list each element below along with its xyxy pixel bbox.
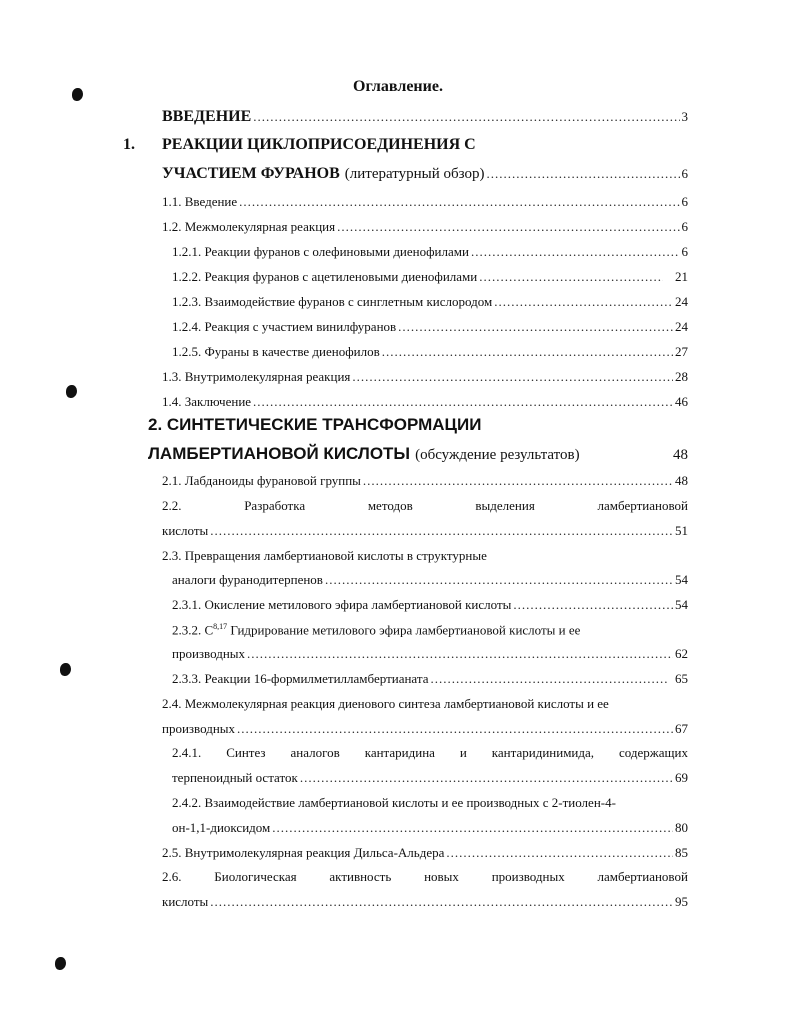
toc-entry-2-4-1[interactable] — [172, 745, 688, 761]
entry-text: 2.5. Внутримолекулярная реакция Дильса-Альдера — [162, 845, 445, 860]
leader-dots — [337, 219, 679, 235]
leader-dots — [513, 597, 673, 613]
entry-text: 1.2.3. Взаимодействие фуранов с синглетным кислородом — [172, 294, 493, 309]
leader-dots — [210, 894, 673, 910]
leader-dots — [253, 109, 679, 125]
entry-word: содержащих — [618, 745, 688, 760]
page-number: 65 — [675, 671, 688, 686]
entry-text: 2.4. Межмолекулярная реакция диенового синтеза ламбертиановой кислоты и ее — [162, 696, 609, 711]
entry-text: 2.1. Лабданоиды фурановой группы — [162, 473, 361, 488]
entry-word: активность — [329, 869, 392, 884]
entry-text: 1.1. Введение — [162, 194, 238, 209]
leader-dots — [446, 845, 673, 861]
leader-dots — [430, 671, 667, 687]
entry-word: Синтез — [226, 745, 266, 760]
leader-dots — [300, 770, 673, 786]
entry-text: аналоги фуранодитерпенов — [172, 572, 323, 587]
leader-dots — [352, 369, 673, 385]
entry-text: кислоты — [162, 894, 209, 909]
entry-text: 1.3. Внутримолекулярная реакция — [162, 369, 351, 384]
page-number: 6 — [681, 166, 688, 181]
entry-text-wrap — [172, 622, 580, 638]
toc-entry-2-4-cont[interactable] — [162, 721, 688, 737]
toc-entry-2-3-2[interactable] — [172, 622, 688, 638]
leader-dots — [237, 721, 673, 737]
leader-dots — [247, 646, 673, 662]
entry-text: производных — [162, 721, 236, 736]
chapter-1-title[interactable] — [162, 136, 476, 154]
entry-word: новых — [424, 869, 459, 884]
toc-entry-2-3-3[interactable] — [172, 671, 688, 687]
toc-entry-1-2-4[interactable] — [172, 319, 688, 335]
entry-text: 1.2.5. Фураны в качестве диенофилов — [172, 344, 380, 359]
page-number: 62 — [675, 646, 688, 661]
toc-entry-2-2-cont[interactable] — [162, 523, 688, 539]
entry-word: выделения — [475, 498, 535, 513]
page-number: 48 — [675, 473, 688, 488]
hole-punch-mark — [60, 663, 71, 676]
entry-word: 2.4.1. — [172, 745, 202, 760]
page-number: 28 — [675, 369, 688, 384]
page-number: 6 — [681, 244, 688, 259]
page-number: 48 — [673, 447, 688, 463]
entry-text: 2.3. Превращения ламбертиановой кислоты в структурные — [162, 548, 487, 563]
superscript: 8,17 — [213, 622, 228, 631]
page-number: 85 — [675, 845, 688, 860]
toc-entry-1-4[interactable] — [162, 394, 688, 410]
toc-entry-1-2-2[interactable] — [172, 269, 688, 285]
entry-text: 1.2. Межмолекулярная реакция — [162, 219, 336, 234]
leader-dots — [272, 820, 673, 836]
entry-text: производных — [172, 646, 246, 661]
leader-dots — [487, 166, 680, 182]
page-number: 3 — [681, 109, 688, 124]
entry-text: ВВЕДЕНИЕ — [162, 108, 252, 125]
toc-entry-2-4-2[interactable] — [172, 795, 616, 811]
leader-dots — [325, 572, 673, 588]
entry-text: 2.3.3. Реакции 16-формилметилламбертианата — [172, 671, 429, 686]
chapter-number: 1. — [123, 136, 135, 153]
toc-entry-2-4-2-cont[interactable] — [172, 820, 688, 836]
entry-text: 2.3.1. Окисление метилового эфира ламбертиановой кислоты — [172, 597, 512, 612]
page-number: 27 — [675, 344, 688, 359]
hole-punch-mark — [66, 385, 77, 398]
leader-dots — [253, 394, 673, 410]
entry-text: он-1,1-диоксидом — [172, 820, 271, 835]
leader-dots — [479, 269, 663, 285]
page-number: 80 — [675, 820, 688, 835]
entry-word: методов — [367, 498, 413, 513]
page-number: 69 — [675, 770, 688, 785]
leader-dots — [382, 344, 673, 360]
toc-entry-1-2-3[interactable] — [172, 294, 688, 310]
page-number: 54 — [675, 572, 688, 587]
entry-word: ламбертиановой — [597, 498, 688, 513]
entry-text: 1.2.4. Реакция с участием винилфуранов — [172, 319, 397, 334]
toc-entry-1-2-5[interactable] — [172, 344, 688, 360]
entry-text: кислоты — [162, 523, 209, 538]
toc-entry-2-6-cont[interactable] — [162, 894, 688, 910]
entry-word: ламбертиановой — [597, 869, 688, 884]
page-number: 54 — [675, 597, 688, 612]
leader-dots — [239, 194, 679, 210]
page-number: 24 — [675, 294, 688, 309]
toc-entry-2-6[interactable] — [162, 869, 688, 885]
entry-text: 2.4.2. Взаимодействие ламбертиановой кислоты и ее производных с 2-тиолен-4- — [172, 795, 616, 810]
entry-word: Разработка — [244, 498, 306, 513]
entry-text: 2. СИНТЕТИЧЕСКИЕ ТРАНСФОРМАЦИИ — [148, 415, 482, 434]
entry-text: ЛАМБЕРТИАНОВОЙ КИСЛОТЫ — [148, 444, 411, 463]
entry-text: 1.2.1. Реакции фуранов с олефиновыми диенофилами — [172, 244, 469, 259]
page-number: 46 — [675, 394, 688, 409]
toc-entry-2-3-cont[interactable] — [172, 572, 688, 588]
entry-word: производных — [491, 869, 565, 884]
leader-dots — [471, 244, 680, 260]
entry-word: 2.2. — [162, 498, 182, 513]
entry-word: 2.6. — [162, 869, 182, 884]
entry-text: УЧАСТИЕМ ФУРАНОВ — [162, 165, 340, 182]
toc-entry-intro[interactable] — [162, 108, 688, 126]
toc-entry-2-1[interactable] — [162, 473, 688, 489]
toc-entry-2-2[interactable] — [162, 498, 688, 514]
entry-word: кантаридинимида, — [491, 745, 595, 760]
entry-text: Гидрирование метилового эфира ламбертиановой кислоты и ее — [227, 622, 581, 638]
toc-entry-chapter-2[interactable] — [148, 444, 688, 464]
toc-entry-2-5[interactable] — [162, 845, 688, 861]
leader-dots — [494, 294, 673, 310]
toc-entry-2-3-1[interactable] — [172, 597, 688, 613]
entry-note: (литературный обзор) — [344, 166, 485, 182]
entry-text: терпеноидный остаток — [172, 770, 298, 785]
page-number: 24 — [675, 319, 688, 334]
page-number: 6 — [681, 219, 688, 234]
toc-entry-chapter-1[interactable] — [162, 165, 688, 183]
toc-entry-1-2-1[interactable] — [172, 244, 688, 260]
entry-text: 1.4. Заключение — [162, 394, 252, 409]
entry-text: 1.2.2. Реакция фуранов с ацетиленовыми диенофилами — [172, 269, 478, 284]
toc-entry-1-1[interactable] — [162, 194, 688, 210]
toc-entry-2-3[interactable] — [162, 548, 487, 564]
toc-entry-1-3[interactable] — [162, 369, 688, 385]
page-number: 67 — [675, 721, 688, 736]
page-number: 95 — [675, 894, 688, 909]
toc-title: Оглавление. — [353, 78, 443, 95]
toc-entry-2-3-2-cont[interactable] — [172, 646, 688, 662]
page-number: 51 — [675, 523, 688, 538]
page-number: 6 — [681, 194, 688, 209]
leader-dots — [363, 473, 673, 489]
page-number: 21 — [675, 269, 688, 284]
leader-dots — [210, 523, 673, 539]
entry-word: Биологическая — [214, 869, 297, 884]
leader-dots — [398, 319, 673, 335]
hole-punch-mark — [55, 957, 66, 970]
entry-word: и — [459, 745, 467, 760]
toc-entry-2-4[interactable] — [162, 696, 609, 712]
entry-text: РЕАКЦИИ ЦИКЛОПРИСОЕДИНЕНИЯ С — [162, 136, 476, 153]
entry-word: кантаридина — [364, 745, 435, 760]
entry-text: 2.3.2. C — [172, 622, 214, 638]
toc-entry-1-2[interactable] — [162, 219, 688, 235]
entry-word: аналогов — [290, 745, 340, 760]
chapter-2-title[interactable] — [148, 415, 481, 435]
toc-entry-2-4-1-cont[interactable] — [172, 770, 688, 786]
entry-note: (обсуждение результатов) — [415, 447, 580, 463]
